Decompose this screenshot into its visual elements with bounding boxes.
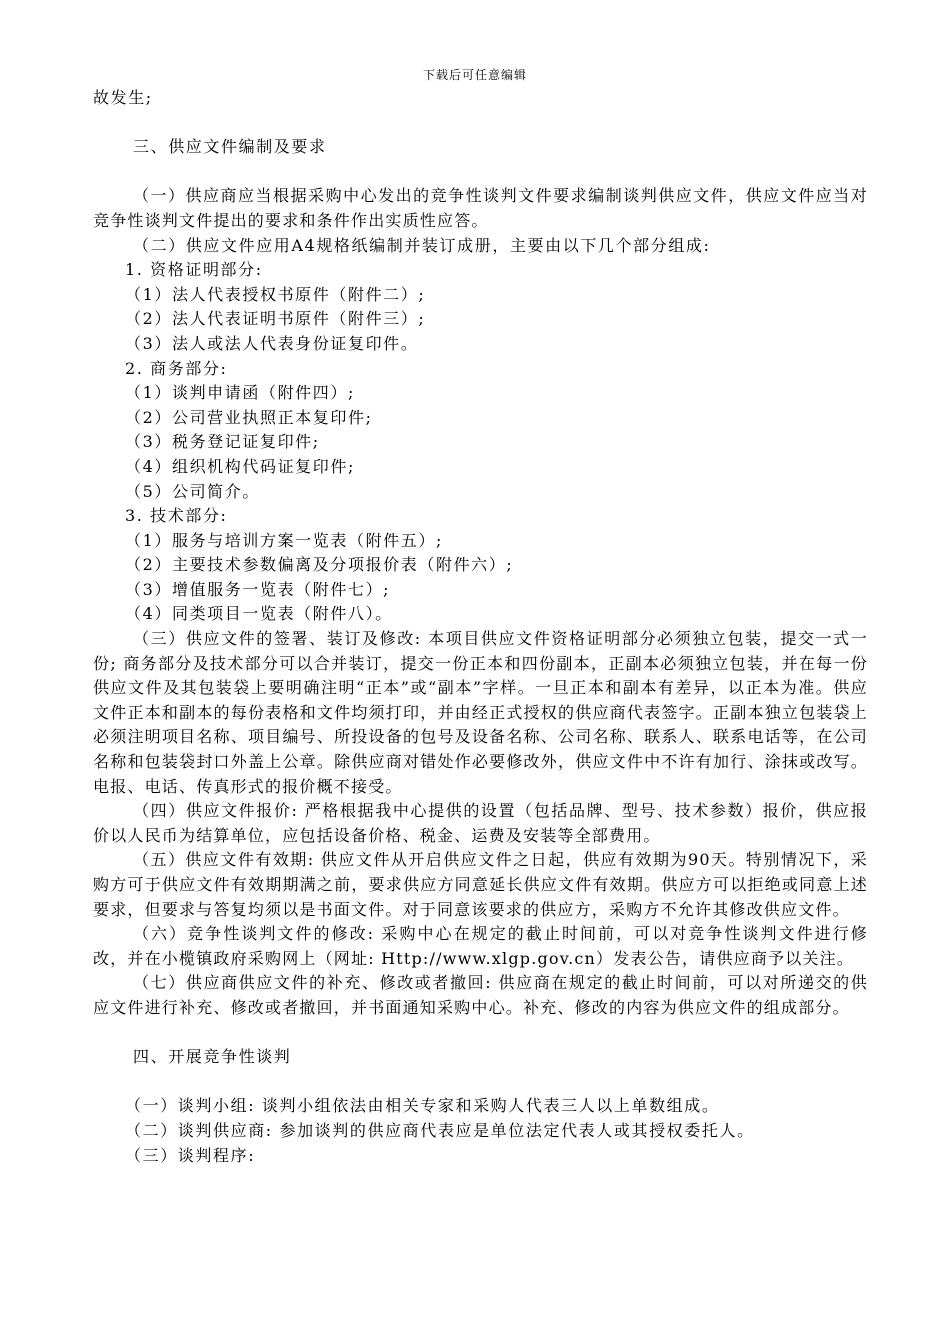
list-item: （2）公司营业执照正本复印件; xyxy=(125,407,373,427)
list-heading: 3. 技术部分: xyxy=(125,506,228,526)
list-item: （三）谈判程序: xyxy=(125,1145,256,1165)
list-item: （1）服务与培训方案一览表（附件五）; xyxy=(125,530,443,550)
list-item: （3）法人或法人代表身份证复印件。 xyxy=(125,333,419,353)
list-item: （1）法人代表授权书原件（附件二）; xyxy=(125,284,426,304)
paragraph: （四）供应文件报价: 严格根据我中心提供的设置（包括品牌、型号、技术参数）报价，供应报价以人民币为结算单位，应包括设备价格、税金、运费及安装等全部费用。 xyxy=(93,801,868,845)
list-item: （4）同类项目一览表（附件八）。 xyxy=(125,604,393,624)
document-body xyxy=(93,86,868,1168)
paragraph: （一）供应商应当根据采购中心发出的竞争性谈判文件要求编制谈判供应文件，供应文件应当对竞争性谈判文件提出的要求和条件作出实质性应答。 xyxy=(93,186,868,230)
list-item: （1）谈判申请函（附件四）; xyxy=(125,383,355,403)
list-item: （5）公司简介。 xyxy=(125,481,260,501)
list-item: （2）主要技术参数偏离及分项报价表（附件六）; xyxy=(125,555,514,575)
paragraph: （三）供应文件的签署、装订及修改: 本项目供应文件资格证明部分必须独立包装，提交一式一份; 商务部分及技术部分可以合并装订，提交一份正本和四份副本，正副本必须独立包装，并在每一份供应文件及其包装袋上要明确注明“正本”或“副本”字样。一旦正本和副本有差异，以正本为准。供应文件正本和副本的每份表格和文件均须打印，并由经正式授权的供应商代表签字。正副本独立包装袋上必须注明项目名称、项目编号、所投设备的包号及设备名称、公司名称、联系人、联系电话等，在公司名称和包装袋封口外盖上公章。除供应商对错处作必要修改外，供应文件中不许有加行、涂抹或改写。电报、电话、传真形式的报价概不接受。 xyxy=(93,629,868,796)
page-header: 下载后可任意编辑 xyxy=(422,68,527,82)
paragraph: （六）竞争性谈判文件的修改: 采购中心在规定的截止时间前，可以对竞争性谈判文件进行修改，并在小榄镇政府采购网上（网址: Http://www.xlgp.gov.cn）发表公告，请供应商予以关注。 xyxy=(93,924,868,968)
list-item: （一）谈判小组: 谈判小组依法由相关专家和采购人代表三人以上单数组成。 xyxy=(125,1096,720,1116)
list-item: （4）组织机构代码证复印件; xyxy=(125,456,355,476)
list-heading: 1. 资格证明部分: xyxy=(125,260,263,280)
list-item: （3）税务登记证复印件; xyxy=(125,432,320,452)
paragraph: （二）供应文件应用A4规格纸编制并装订成册，主要由以下几个部分组成: xyxy=(133,235,711,255)
paragraph: （七）供应商供应文件的补充、修改或者撤回: 供应商在规定的截止时间前，可以对所递交的供应文件进行补充、修改或者撤回，并书面通知采购中心。补充、修改的内容为供应文件的组成部分。 xyxy=(93,973,868,1017)
list-heading: 2. 商务部分: xyxy=(125,358,228,378)
paragraph: （五）供应文件有效期: 供应文件从开启供应文件之日起，供应有效期为90天。特别情况下，采购方可于供应文件有效期期满之前，要求供应方同意延长供应文件有效期。供应方可以拒绝或同意上述要求，但要求与答复均须以是书面文件。对于同意该要求的供应方，采购方不允许其修改供应文件。 xyxy=(93,850,868,919)
section-heading: 四、开展竞争性谈判 xyxy=(133,1047,292,1067)
list-item: （二）谈判供应商: 参加谈判的供应商代表应是单位法定代表人或其授权委托人。 xyxy=(125,1120,755,1140)
list-item: （3）增值服务一览表（附件七）; xyxy=(125,579,391,599)
list-item: （2）法人代表证明书原件（附件三）; xyxy=(125,309,426,329)
section-heading: 三、供应文件编制及要求 xyxy=(133,137,327,157)
continued-line: 故发生; xyxy=(93,88,153,107)
